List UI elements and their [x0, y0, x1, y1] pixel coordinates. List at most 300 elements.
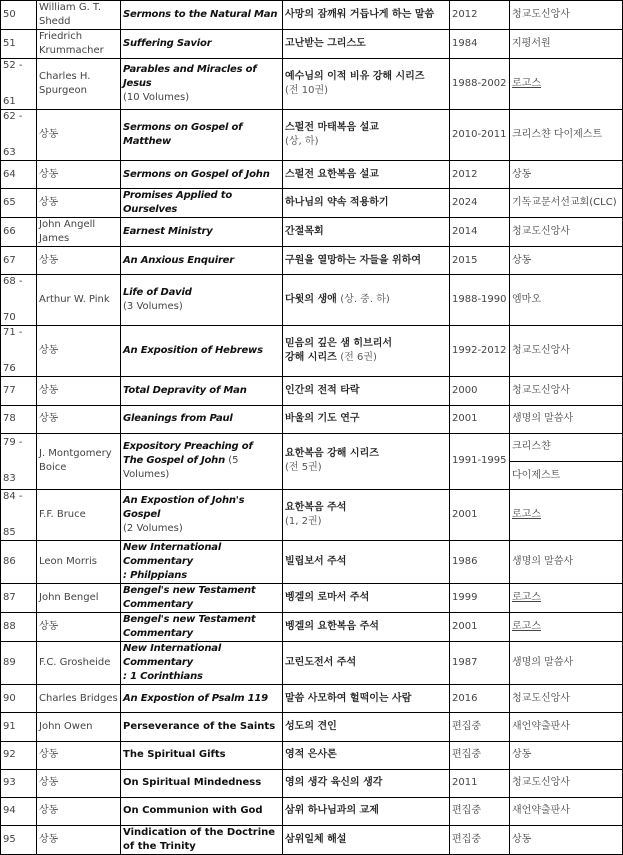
publisher-cell	[510, 461, 623, 489]
number-cell	[1, 377, 37, 405]
year: 편집중	[452, 749, 481, 761]
number-range	[3, 326, 34, 376]
number-range	[3, 110, 34, 160]
publisher: 로고스	[512, 509, 541, 521]
author-cell	[37, 247, 121, 275]
korean-title-line	[285, 804, 447, 818]
korean-title: 스펄전 마태복음 설교	[285, 122, 379, 133]
english-title: Commentary	[123, 628, 193, 640]
number: 92	[3, 749, 16, 761]
table-row	[1, 218, 623, 247]
year: 1991-1995	[452, 455, 507, 467]
korean-title-cell	[283, 275, 450, 326]
korean-title-line	[285, 70, 447, 84]
korean-title: 요한복음 주석	[285, 502, 347, 514]
korean-title: 강해 시리즈	[285, 352, 341, 364]
korean-title-cell	[283, 713, 450, 741]
korean-title-line	[285, 168, 447, 182]
korean-title: 스펄전 요한복음 설교	[285, 168, 379, 180]
year: 2015	[452, 254, 478, 266]
korean-title-cell	[283, 826, 450, 855]
number-part: 63	[3, 147, 16, 158]
korean-title-cell	[283, 110, 450, 161]
title-cell	[121, 326, 283, 377]
publisher-cell	[510, 490, 623, 541]
korean-title-line	[285, 501, 447, 515]
title-cell	[121, 161, 283, 189]
korean-title: 인간의 전적 타락	[285, 384, 360, 396]
table-row	[1, 433, 623, 461]
publisher: 청교도신앙사	[512, 777, 570, 789]
table-row	[1, 713, 623, 741]
publisher: 기독교문서선교회(CLC)	[512, 197, 617, 209]
korean-title-cell	[283, 642, 450, 685]
korean-title-line	[285, 121, 447, 135]
author-cell	[37, 642, 121, 685]
author-cell	[37, 59, 121, 110]
korean-title-cell	[283, 59, 450, 110]
table-row	[1, 826, 623, 855]
author: Charles H. Spurgeon	[39, 71, 91, 96]
korean-title-cell	[283, 405, 450, 433]
korean-title-line	[285, 776, 447, 790]
korean-title-cell	[283, 541, 450, 584]
year-cell	[450, 218, 510, 247]
english-title: Total Depravity of Man	[123, 384, 247, 396]
table-row	[1, 405, 623, 433]
korean-title-line	[285, 84, 447, 98]
korean-title: 구원을 열망하는 자들을 위하여	[285, 254, 422, 266]
publisher-cell	[510, 613, 623, 642]
english-title: Suffering Savior	[123, 38, 212, 49]
korean-title: 삼위 하나님과의 교제	[285, 805, 379, 817]
publisher: 로고스	[512, 621, 541, 633]
number-cell	[1, 275, 37, 326]
number: 94	[3, 805, 16, 817]
title-cell	[121, 433, 283, 489]
title-cell	[121, 59, 283, 110]
number-part: 83	[3, 473, 16, 485]
english-title: An Anxious Enquirer	[123, 254, 234, 266]
year-cell	[450, 377, 510, 405]
author: 상동	[39, 413, 59, 425]
year-cell	[450, 713, 510, 741]
number: 77	[3, 384, 16, 396]
publisher: 생명의 말씀사	[512, 413, 574, 425]
korean-title-line	[285, 337, 447, 351]
year: 1999	[452, 592, 478, 604]
number-cell	[1, 769, 37, 797]
publisher-cell	[510, 685, 623, 713]
table-row	[1, 685, 623, 713]
publisher-cell	[510, 769, 623, 797]
author: Leon Morris	[39, 556, 97, 568]
korean-title: 믿음의 깊은 샘 히브리서	[285, 338, 393, 350]
publisher-cell	[510, 326, 623, 377]
korean-title-line	[285, 384, 447, 398]
korean-title: 사망의 잠깨워 거듭나게 하는 말씀	[285, 9, 435, 20]
title-cell	[121, 275, 283, 326]
english-title: On Spiritual Mindedness	[123, 777, 262, 789]
korean-title-cell	[283, 189, 450, 218]
korean-title-line	[285, 8, 447, 22]
korean-title: 간절목회	[285, 226, 324, 238]
publisher-cell	[510, 405, 623, 433]
number-cell	[1, 797, 37, 825]
number: 86	[3, 556, 16, 568]
english-title: (5 Volumes)	[123, 455, 239, 481]
publisher: 엠마오	[512, 294, 541, 306]
korean-title-line	[285, 656, 447, 670]
publisher: 상동	[512, 254, 532, 266]
english-title: Sermons on Gospel of John	[123, 168, 270, 180]
publisher-cell	[510, 541, 623, 584]
year-cell	[450, 433, 510, 489]
year-cell	[450, 685, 510, 713]
publisher: 로고스	[512, 78, 541, 89]
korean-title-cell	[283, 797, 450, 825]
korean-title-cell	[283, 490, 450, 541]
number-part: 84 -	[3, 491, 23, 503]
english-title: Promises Applied to Ourselves	[123, 190, 233, 216]
number-cell	[1, 247, 37, 275]
number-cell	[1, 613, 37, 642]
english-title: Parables and Miracles of Jesus	[123, 64, 257, 89]
number-range	[3, 436, 34, 486]
number-part: 70	[3, 312, 16, 324]
publisher-cell	[510, 826, 623, 855]
author: F.C. Grosheide	[39, 657, 111, 669]
author: 상동	[39, 621, 59, 633]
year: 1988-2002	[452, 78, 507, 89]
author: John Angell James	[39, 219, 96, 245]
number-cell	[1, 741, 37, 769]
author: 상동	[39, 168, 59, 180]
korean-title-line	[285, 135, 447, 149]
korean-title-line	[285, 196, 447, 210]
publisher: 청교도신앙사	[512, 226, 570, 238]
table-row	[1, 30, 623, 59]
author: 상동	[39, 254, 59, 266]
year-cell	[450, 247, 510, 275]
year-cell	[450, 1, 510, 30]
publisher-cell	[510, 797, 623, 825]
publisher: 생명의 말씀사	[512, 657, 574, 669]
author: 상동	[39, 345, 59, 357]
table-row	[1, 741, 623, 769]
year-cell	[450, 613, 510, 642]
publisher: 새언약출판사	[512, 720, 570, 732]
korean-title-line	[285, 591, 447, 605]
number: 89	[3, 657, 16, 669]
korean-title: (전 10권)	[285, 85, 329, 96]
number-part: 61	[3, 96, 16, 107]
title-cell	[121, 247, 283, 275]
number-cell	[1, 713, 37, 741]
korean-title: 벵겔의 요한복음 주석	[285, 621, 379, 633]
year: 1988-1990	[452, 294, 507, 306]
number-cell	[1, 161, 37, 189]
number-part: 79 -	[3, 437, 23, 449]
english-title: New International Commentary	[123, 542, 222, 568]
publisher-cell	[510, 584, 623, 613]
korean-title-line	[285, 692, 447, 706]
english-title: Gleanings from Paul	[123, 413, 233, 425]
year: 2010-2011	[452, 129, 507, 140]
author-cell	[37, 326, 121, 377]
korean-title-cell	[283, 685, 450, 713]
number-cell	[1, 490, 37, 541]
english-title: Bengel's new Testament	[123, 614, 256, 626]
korean-title: (전 6권)	[340, 352, 377, 364]
title-cell	[121, 490, 283, 541]
korean-title: 예수님의 이적 비유 강해 시리즈	[285, 71, 425, 82]
publisher-cell	[510, 189, 623, 218]
author-cell	[37, 1, 121, 30]
korean-title-line	[285, 447, 447, 461]
number-cell	[1, 584, 37, 613]
author-cell	[37, 741, 121, 769]
korean-title: 고난받는 그리스도	[285, 38, 366, 49]
year: 편집중	[452, 805, 481, 817]
year-cell	[450, 30, 510, 59]
korean-title-line	[285, 254, 447, 268]
year-cell	[450, 326, 510, 377]
year-cell	[450, 769, 510, 797]
number-part: 62 -	[3, 111, 23, 122]
english-title: (3 Volumes)	[123, 301, 183, 313]
number: 65	[3, 197, 16, 209]
title-cell	[121, 1, 283, 30]
korean-title-cell	[283, 326, 450, 377]
korean-title-cell	[283, 1, 450, 30]
author-cell	[37, 685, 121, 713]
author-cell	[37, 541, 121, 584]
title-cell	[121, 541, 283, 584]
number: 66	[3, 226, 16, 238]
number-part: 71 -	[3, 327, 23, 339]
english-title: Sermons on Gospel of Matthew	[123, 122, 243, 147]
korean-title: 하나님의 약속 적용하기	[285, 197, 389, 209]
title-cell	[121, 741, 283, 769]
author-cell	[37, 377, 121, 405]
korean-title: 영적 은사론	[285, 749, 337, 761]
korean-title: (상. 중. 하)	[340, 294, 390, 306]
korean-title-line	[285, 515, 447, 529]
author: John Owen	[39, 720, 93, 732]
number-cell	[1, 189, 37, 218]
table-row	[1, 613, 623, 642]
number: 51	[3, 38, 16, 49]
author: 상동	[39, 384, 59, 396]
title-cell	[121, 797, 283, 825]
korean-title-cell	[283, 584, 450, 613]
english-title: : 1 Corinthians	[123, 671, 203, 683]
korean-title-line	[285, 351, 447, 365]
table-row	[1, 584, 623, 613]
publisher: 청교도신앙사	[512, 692, 570, 704]
korean-title: 벵겔의 로마서 주석	[285, 592, 370, 604]
year: 2016	[452, 692, 478, 704]
korean-title: (전 5권)	[285, 462, 322, 474]
title-cell	[121, 189, 283, 218]
year: 편집중	[452, 720, 481, 732]
table-row	[1, 189, 623, 218]
table-row	[1, 161, 623, 189]
number-range	[3, 59, 34, 109]
title-cell	[121, 826, 283, 855]
title-cell	[121, 613, 283, 642]
english-title: An Expostion of Psalm 119	[123, 692, 268, 704]
english-title: On Communion with God	[123, 805, 263, 817]
publisher-cell	[510, 377, 623, 405]
author: John Bengel	[39, 592, 99, 604]
english-title: : Philppians	[123, 570, 187, 582]
number: 50	[3, 9, 16, 20]
korean-title: (1, 2권)	[285, 516, 322, 528]
publisher-cell	[510, 1, 623, 30]
number-cell	[1, 433, 37, 489]
year: 2001	[452, 621, 478, 633]
publisher-cell	[510, 433, 623, 461]
english-title: An Exposition of Hebrews	[123, 345, 263, 357]
year: 1986	[452, 556, 478, 568]
number-range	[3, 275, 34, 325]
english-title: The Gospel of John	[123, 455, 226, 467]
table-row	[1, 797, 623, 825]
publisher: 청교도신앙사	[512, 9, 570, 20]
korean-title-line	[285, 555, 447, 569]
number: 91	[3, 720, 16, 732]
author-cell	[37, 584, 121, 613]
author-cell	[37, 189, 121, 218]
title-cell	[121, 30, 283, 59]
publisher: 청교도신앙사	[512, 384, 570, 396]
korean-title-line	[285, 412, 447, 426]
english-title: (10 Volumes)	[123, 92, 190, 103]
number: 87	[3, 592, 16, 604]
year-cell	[450, 110, 510, 161]
number: 67	[3, 254, 16, 266]
number-cell	[1, 110, 37, 161]
publisher-cell	[510, 161, 623, 189]
korean-title-cell	[283, 433, 450, 489]
korean-title-line	[285, 461, 447, 475]
author-cell	[37, 405, 121, 433]
english-title: Commentary	[123, 599, 193, 611]
title-cell	[121, 584, 283, 613]
table-row	[1, 642, 623, 685]
korean-title-cell	[283, 613, 450, 642]
year-cell	[450, 797, 510, 825]
publisher-cell	[510, 247, 623, 275]
number: 95	[3, 834, 16, 846]
table-row	[1, 247, 623, 275]
year: 편집중	[452, 834, 481, 846]
year: 2000	[452, 384, 478, 396]
english-title: Sermons to the Natural Man	[123, 9, 278, 20]
publisher-cell	[510, 713, 623, 741]
year-cell	[450, 59, 510, 110]
year-cell	[450, 275, 510, 326]
year: 2014	[452, 226, 478, 238]
publisher-cell	[510, 741, 623, 769]
number-part: 76	[3, 363, 16, 375]
publisher: 지평서원	[512, 38, 551, 49]
author-cell	[37, 490, 121, 541]
publisher-cell	[510, 59, 623, 110]
korean-title-line	[285, 748, 447, 762]
year: 1984	[452, 38, 478, 49]
number-cell	[1, 30, 37, 59]
author: 상동	[39, 129, 59, 140]
year: 2024	[452, 197, 478, 209]
title-cell	[121, 642, 283, 685]
author-cell	[37, 713, 121, 741]
english-title: Earnest Ministry	[123, 226, 213, 238]
number-cell	[1, 1, 37, 30]
publisher: 청교도신앙사	[512, 345, 570, 357]
korean-title: 빌립보서 주석	[285, 556, 347, 568]
number-cell	[1, 826, 37, 855]
author: William G. T. Shedd	[39, 2, 102, 27]
english-title: Vindication of the Doctrine of the Trinity	[123, 827, 276, 853]
korean-title: 성도의 견인	[285, 720, 337, 732]
title-cell	[121, 713, 283, 741]
number-cell	[1, 685, 37, 713]
author-cell	[37, 433, 121, 489]
year-cell	[450, 161, 510, 189]
number: 93	[3, 777, 16, 789]
title-cell	[121, 405, 283, 433]
table-row	[1, 377, 623, 405]
author: Charles Bridges	[39, 692, 118, 704]
author-cell	[37, 769, 121, 797]
publisher-cell	[510, 218, 623, 247]
publisher: 상동	[512, 834, 532, 846]
year-cell	[450, 741, 510, 769]
number-cell	[1, 59, 37, 110]
english-title: Life of David	[123, 287, 192, 299]
author-cell	[37, 161, 121, 189]
year-cell	[450, 584, 510, 613]
korean-title: 삼위일체 해설	[285, 834, 347, 846]
korean-title-cell	[283, 30, 450, 59]
number-part: 68 -	[3, 276, 23, 288]
english-title: New International Commentary	[123, 643, 222, 669]
korean-title-line	[285, 720, 447, 734]
publisher: 로고스	[512, 592, 541, 604]
year: 1987	[452, 657, 478, 669]
number-range	[3, 490, 34, 540]
year: 1992-2012	[452, 345, 507, 357]
table-row	[1, 769, 623, 797]
number-cell	[1, 642, 37, 685]
publisher: 생명의 말씀사	[512, 556, 574, 568]
author: 상동	[39, 805, 59, 817]
korean-title-line	[285, 620, 447, 634]
author-cell	[37, 826, 121, 855]
year: 2012	[452, 168, 478, 180]
author: 상동	[39, 777, 59, 789]
english-title: Perseverance of the Saints	[123, 720, 276, 732]
publisher-cell	[510, 275, 623, 326]
author-cell	[37, 218, 121, 247]
korean-title: (상, 하)	[285, 136, 319, 147]
publisher-cell	[510, 642, 623, 685]
korean-title: 말씀 사모하여 헐떡이는 사람	[285, 692, 412, 704]
english-title: Bengel's new Testament	[123, 585, 256, 597]
